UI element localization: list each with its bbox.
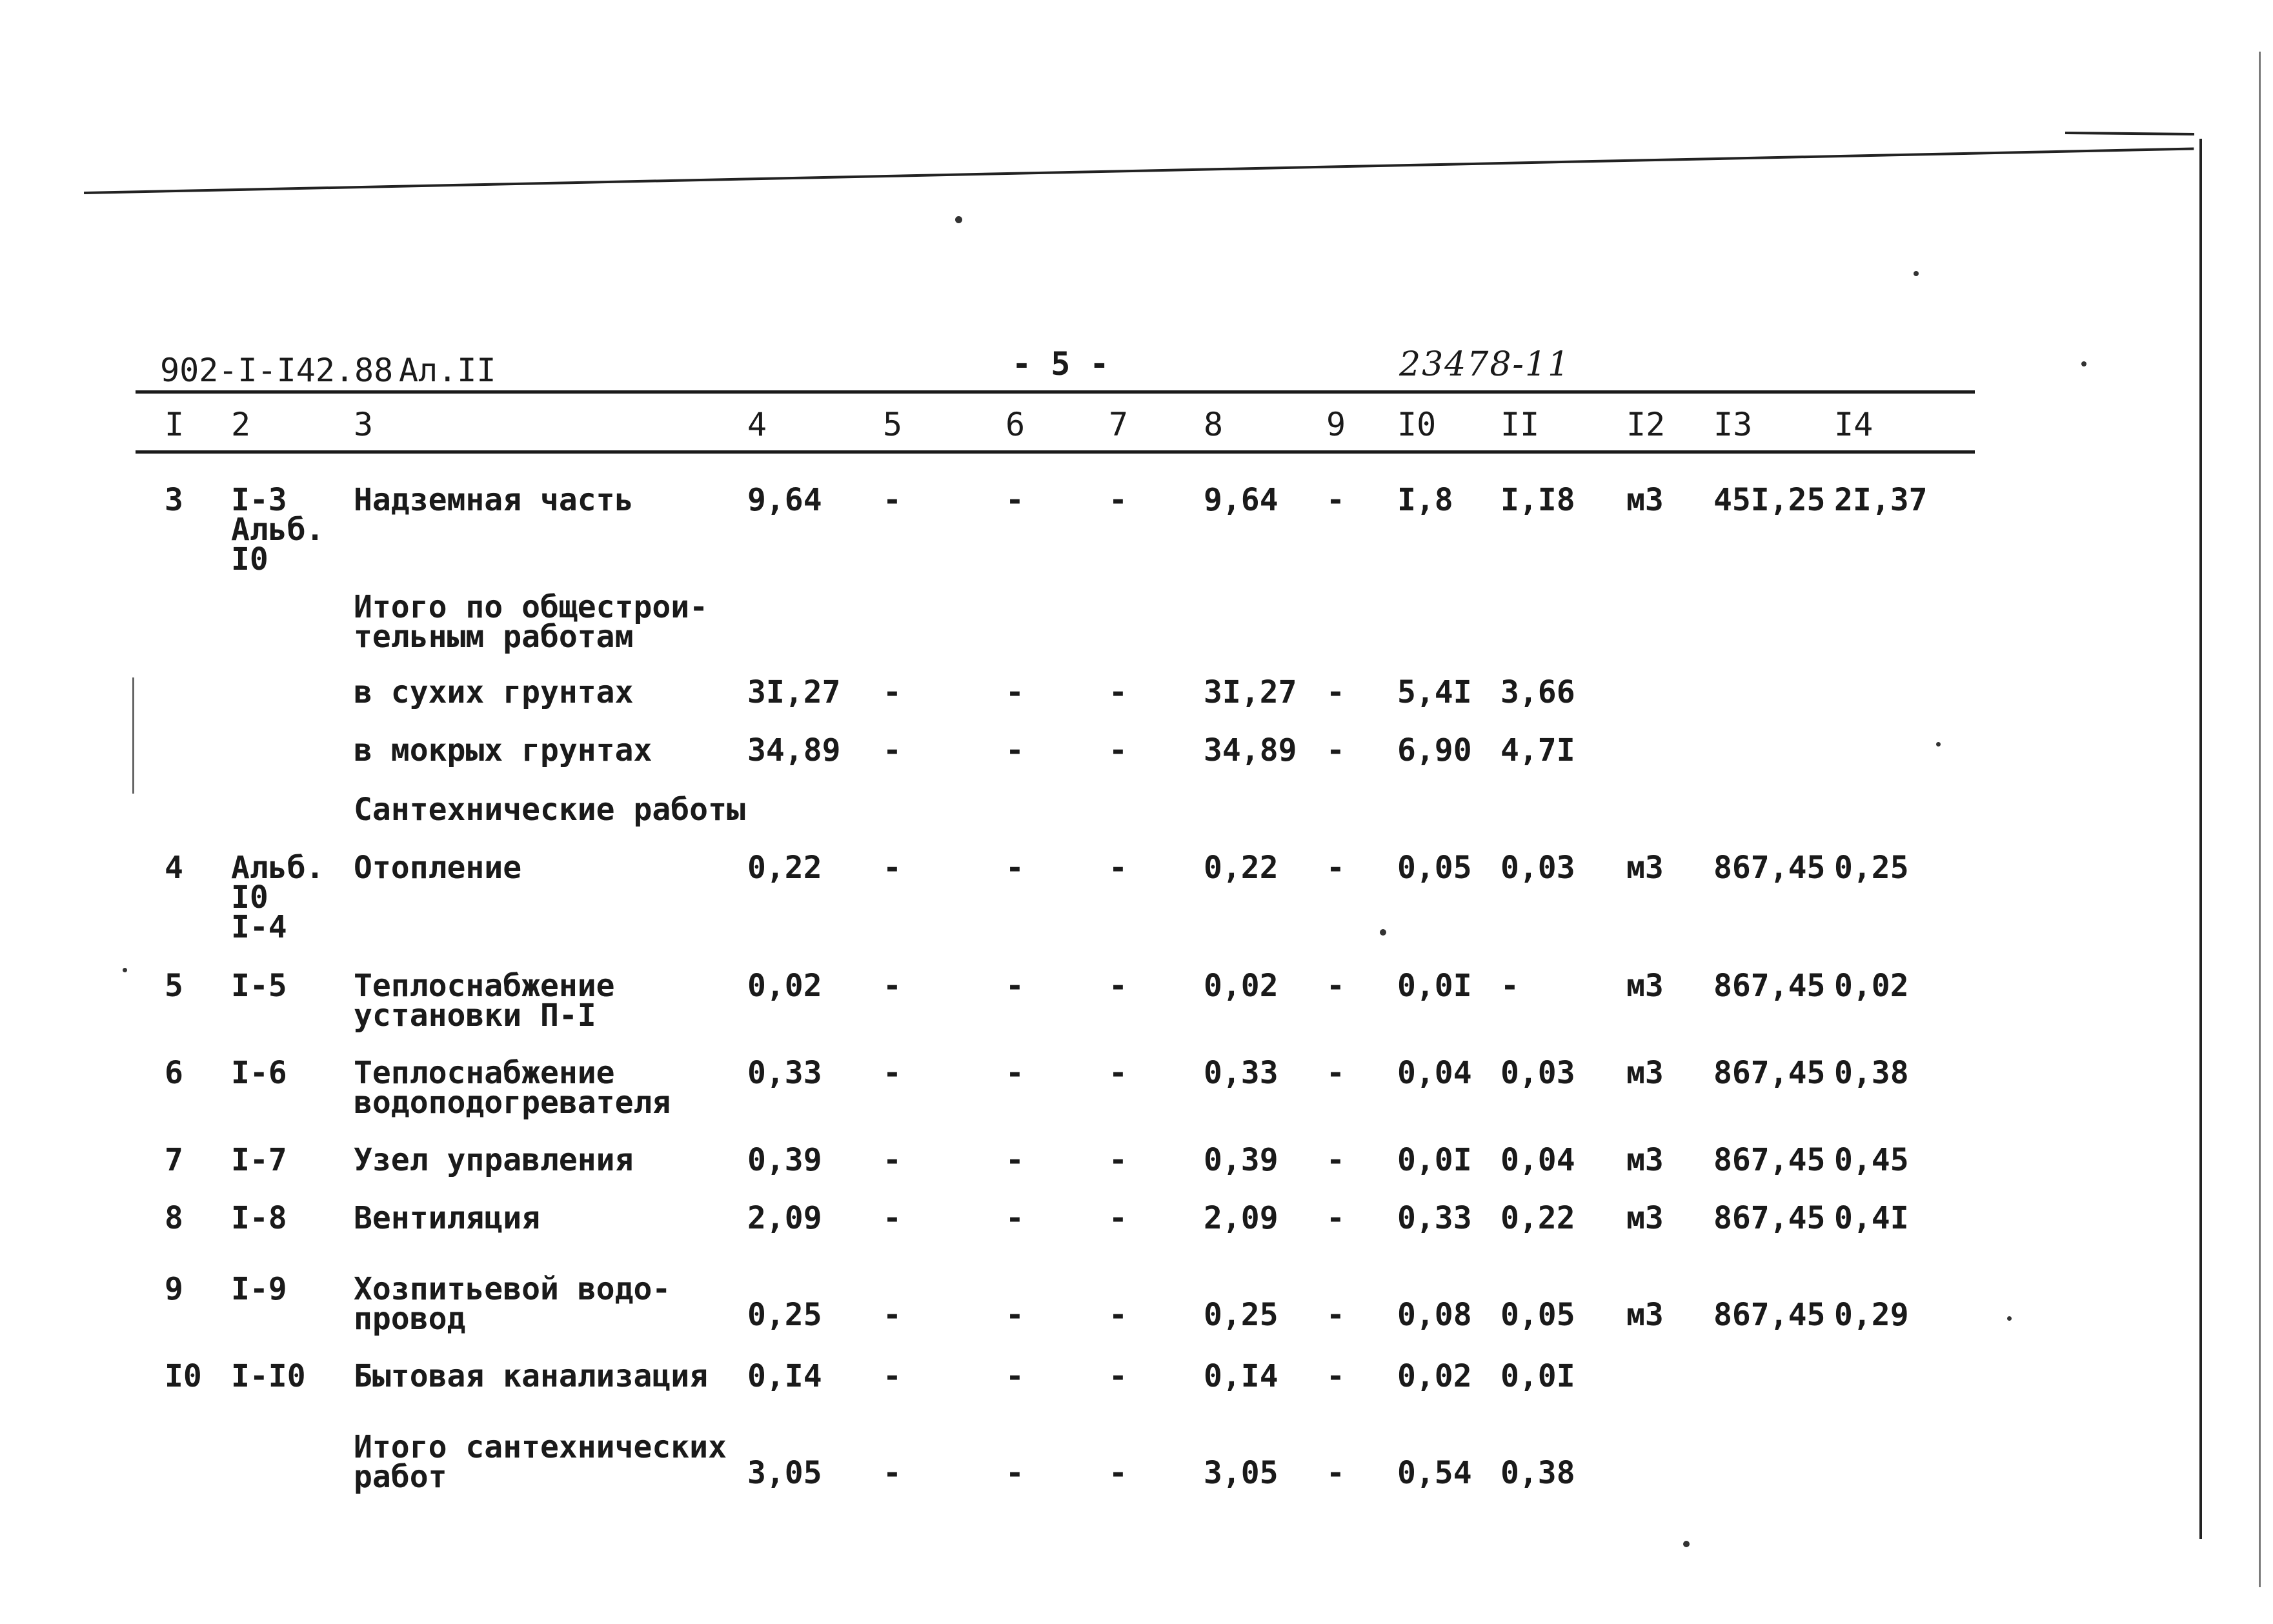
table-cell-col-13: 867,45: [1713, 1200, 1826, 1236]
table-cell-col-5: -: [883, 1297, 902, 1333]
table-top-rule: [136, 390, 1975, 394]
column-header-13: I3: [1713, 406, 1753, 443]
table-cell-col-8: 9,64: [1204, 482, 1278, 518]
table-cell-work-name: Итого по общестрои- тельным работам: [354, 589, 709, 655]
table-cell-row-number: 5: [165, 968, 183, 1004]
table-cell-work-name: в мокрых грунтах: [354, 732, 652, 768]
scan-speck: [123, 968, 127, 972]
scan-speck: [1380, 929, 1386, 936]
table-cell-col-9: -: [1326, 732, 1345, 768]
column-header-12: I2: [1626, 406, 1666, 443]
table-cell-col-9: -: [1326, 482, 1345, 518]
table-cell-col-9: -: [1326, 850, 1345, 886]
table-cell-norm-code: I-8: [231, 1200, 287, 1236]
table-cell-col-7: -: [1109, 1200, 1127, 1236]
table-cell-col-5: -: [883, 968, 902, 1004]
table-cell-col-8: 0,33: [1204, 1055, 1278, 1091]
page-left-edge: [132, 677, 134, 794]
column-header-4: 4: [747, 406, 767, 443]
table-cell-col-9: -: [1326, 968, 1345, 1004]
table-cell-col-13: 867,45: [1713, 1297, 1826, 1333]
table-cell-col-4: 0,02: [747, 968, 822, 1004]
scan-speck: [1936, 742, 1941, 747]
table-cell-col-5: -: [883, 482, 902, 518]
table-cell-col-8: 0,I4: [1204, 1358, 1278, 1394]
table-cell-col-7: -: [1109, 968, 1127, 1004]
table-cell-col-13: 867,45: [1713, 850, 1826, 886]
table-cell-unit: м3: [1626, 482, 1664, 518]
scan-speck: [2081, 361, 2086, 366]
table-cell-norm-code: I-3 Альб. I0: [231, 482, 325, 577]
table-cell-work-name: Узел управления: [354, 1142, 634, 1178]
table-cell-row-number: I0: [165, 1358, 202, 1394]
table-cell-col-8: 0,25: [1204, 1297, 1278, 1333]
page-top-edge: [84, 148, 2194, 194]
table-cell-row-number: 7: [165, 1142, 183, 1178]
table-cell-col-7: -: [1109, 1142, 1127, 1178]
table-cell-col-9: -: [1326, 1358, 1345, 1394]
table-cell-col-11: 3,66: [1500, 674, 1575, 710]
table-cell-col-7: -: [1109, 850, 1127, 886]
table-cell-col-4: 0,22: [747, 850, 822, 886]
table-cell-col-11: 0,38: [1500, 1455, 1575, 1491]
album-sheet: Ал.II: [399, 352, 496, 389]
table-cell-col-14: 0,02: [1834, 968, 1909, 1004]
table-cell-col-14: 0,4I: [1834, 1200, 1909, 1236]
table-cell-col-4: 0,33: [747, 1055, 822, 1091]
table-cell-col-10: 5,4I: [1397, 674, 1472, 710]
table-cell-col-5: -: [883, 850, 902, 886]
table-cell-col-10: 0,08: [1397, 1297, 1472, 1333]
table-cell-work-name: в сухих грунтах: [354, 674, 634, 710]
table-cell-col-11: -: [1500, 968, 1519, 1004]
table-cell-unit: м3: [1626, 1142, 1664, 1178]
table-cell-col-5: -: [883, 674, 902, 710]
table-cell-col-6: -: [1005, 1358, 1024, 1394]
table-cell-work-name: Хозпитьевой водо- провод: [354, 1271, 671, 1337]
table-cell-col-4: 0,39: [747, 1142, 822, 1178]
column-header-3: 3: [354, 406, 374, 443]
table-cell-work-name: Сантехнические работы: [354, 792, 745, 828]
table-cell-col-10: 0,33: [1397, 1200, 1472, 1236]
table-cell-col-8: 0,39: [1204, 1142, 1278, 1178]
table-cell-col-4: 9,64: [747, 482, 822, 518]
table-cell-col-7: -: [1109, 1055, 1127, 1091]
table-cell-row-number: 9: [165, 1271, 183, 1307]
table-cell-col-4: 0,I4: [747, 1358, 822, 1394]
table-cell-work-name: Отопление: [354, 850, 522, 886]
table-cell-col-4: 2,09: [747, 1200, 822, 1236]
table-cell-col-13: 867,45: [1713, 1055, 1826, 1091]
table-cell-col-8: 2,09: [1204, 1200, 1278, 1236]
table-cell-col-11: I,I8: [1500, 482, 1575, 518]
table-cell-col-14: 2I,37: [1834, 482, 1928, 518]
table-cell-col-5: -: [883, 1142, 902, 1178]
table-cell-col-14: 0,45: [1834, 1142, 1909, 1178]
column-header-9: 9: [1326, 406, 1346, 443]
table-cell-col-6: -: [1005, 1297, 1024, 1333]
table-cell-col-11: 0,05: [1500, 1297, 1575, 1333]
table-cell-norm-code: I-5: [231, 968, 287, 1004]
page-far-right-edge: [2259, 52, 2261, 1587]
table-cell-col-11: 0,04: [1500, 1142, 1575, 1178]
table-cell-work-name: Итого сантехнических работ: [354, 1429, 727, 1495]
table-cell-unit: м3: [1626, 968, 1664, 1004]
table-cell-col-8: 3I,27: [1204, 674, 1297, 710]
table-cell-col-14: 0,38: [1834, 1055, 1909, 1091]
table-cell-row-number: 8: [165, 1200, 183, 1236]
document-header: [160, 345, 1967, 390]
column-header-10: I0: [1397, 406, 1437, 443]
document-code: 902-I-I42.88: [160, 352, 394, 389]
table-cell-col-5: -: [883, 1055, 902, 1091]
table-cell-col-9: -: [1326, 1200, 1345, 1236]
table-cell-work-name: Бытовая канализация: [354, 1358, 709, 1394]
table-cell-col-10: 6,90: [1397, 732, 1472, 768]
table-cell-col-6: -: [1005, 1200, 1024, 1236]
table-cell-col-13: 45I,25: [1713, 482, 1826, 518]
table-cell-col-7: -: [1109, 1297, 1127, 1333]
table-cell-norm-code: I-7: [231, 1142, 287, 1178]
table-cell-col-10: 0,05: [1397, 850, 1472, 886]
column-header-11: II: [1500, 406, 1540, 443]
table-cell-col-10: 0,04: [1397, 1055, 1472, 1091]
table-cell-col-7: -: [1109, 1358, 1127, 1394]
table-cell-col-11: 0,03: [1500, 850, 1575, 886]
table-cell-col-8: 0,22: [1204, 850, 1278, 886]
table-cell-col-8: 3,05: [1204, 1455, 1278, 1491]
table-cell-col-6: -: [1005, 850, 1024, 886]
table-cell-col-5: -: [883, 1358, 902, 1394]
table-cell-norm-code: I-I0: [231, 1358, 306, 1394]
table-cell-unit: м3: [1626, 1055, 1664, 1091]
table-cell-col-11: 0,0I: [1500, 1358, 1575, 1394]
table-cell-col-5: -: [883, 1455, 902, 1491]
scan-speck: [1683, 1541, 1690, 1547]
scan-speck: [2007, 1316, 2012, 1321]
table-cell-col-14: 0,25: [1834, 850, 1909, 886]
table-cell-row-number: 4: [165, 850, 183, 886]
table-cell-col-14: 0,29: [1834, 1297, 1909, 1333]
table-cell-col-11: 0,03: [1500, 1055, 1575, 1091]
table-cell-col-13: 867,45: [1713, 1142, 1826, 1178]
table-cell-col-9: -: [1326, 1455, 1345, 1491]
table-cell-work-name: Вентиляция: [354, 1200, 540, 1236]
table-cell-row-number: 3: [165, 482, 183, 518]
table-cell-col-6: -: [1005, 1455, 1024, 1491]
table-cell-col-5: -: [883, 1200, 902, 1236]
table-cell-col-6: -: [1005, 732, 1024, 768]
table-cell-col-6: -: [1005, 968, 1024, 1004]
table-cell-unit: м3: [1626, 1200, 1664, 1236]
table-cell-col-8: 0,02: [1204, 968, 1278, 1004]
table-cell-col-10: I,8: [1397, 482, 1453, 518]
table-cell-unit: м3: [1626, 850, 1664, 886]
column-header-6: 6: [1005, 406, 1025, 443]
table-cell-norm-code: Альб. I0 I-4: [231, 850, 325, 945]
table-cell-col-7: -: [1109, 732, 1127, 768]
table-cell-col-4: 3,05: [747, 1455, 822, 1491]
table-cell-unit: м3: [1626, 1297, 1664, 1333]
table-cell-col-11: 0,22: [1500, 1200, 1575, 1236]
page-number: - 5 -: [1012, 345, 1109, 383]
table-cell-col-5: -: [883, 732, 902, 768]
table-cell-norm-code: I-6: [231, 1055, 287, 1091]
table-cell-norm-code: I-9: [231, 1271, 287, 1307]
table-cell-work-name: Теплоснабжение водоподогревателя: [354, 1055, 671, 1121]
table-cell-col-4: 34,89: [747, 732, 841, 768]
table-cell-col-13: 867,45: [1713, 968, 1826, 1004]
scan-speck: [1914, 271, 1919, 276]
scan-speck: [955, 216, 962, 223]
table-cell-col-10: 0,54: [1397, 1455, 1472, 1491]
table-cell-col-8: 34,89: [1204, 732, 1297, 768]
table-cell-col-6: -: [1005, 1055, 1024, 1091]
table-cell-col-6: -: [1005, 1142, 1024, 1178]
table-cell-col-11: 4,7I: [1500, 732, 1575, 768]
table-cell-col-9: -: [1326, 1297, 1345, 1333]
table-cell-col-6: -: [1005, 482, 1024, 518]
table-cell-work-name: Надземная часть: [354, 482, 634, 518]
table-cell-col-10: 0,02: [1397, 1358, 1472, 1394]
table-cell-col-9: -: [1326, 1055, 1345, 1091]
table-cell-col-7: -: [1109, 1455, 1127, 1491]
table-cell-row-number: 6: [165, 1055, 183, 1091]
column-header-14: I4: [1834, 406, 1874, 443]
table-cell-col-9: -: [1326, 674, 1345, 710]
column-header-8: 8: [1204, 406, 1224, 443]
table-cell-col-7: -: [1109, 482, 1127, 518]
table-cell-col-9: -: [1326, 1142, 1345, 1178]
page-right-edge: [2199, 139, 2202, 1539]
table-cell-col-6: -: [1005, 674, 1024, 710]
table-cell-col-4: 3I,27: [747, 674, 841, 710]
table-cell-col-10: 0,0I: [1397, 1142, 1472, 1178]
column-header-7: 7: [1109, 406, 1129, 443]
column-header-2: 2: [231, 406, 251, 443]
table-cell-col-10: 0,0I: [1397, 968, 1472, 1004]
column-header-1: I: [165, 406, 185, 443]
table-cell-col-7: -: [1109, 674, 1127, 710]
column-header-5: 5: [883, 406, 903, 443]
table-header-rule: [136, 450, 1975, 454]
table-cell-work-name: Теплоснабжение установки П-I: [354, 968, 615, 1034]
table-cell-col-4: 0,25: [747, 1297, 822, 1333]
page-top-right-corner: [2065, 132, 2194, 135]
inventory-number: 23478-11: [1399, 345, 1571, 384]
